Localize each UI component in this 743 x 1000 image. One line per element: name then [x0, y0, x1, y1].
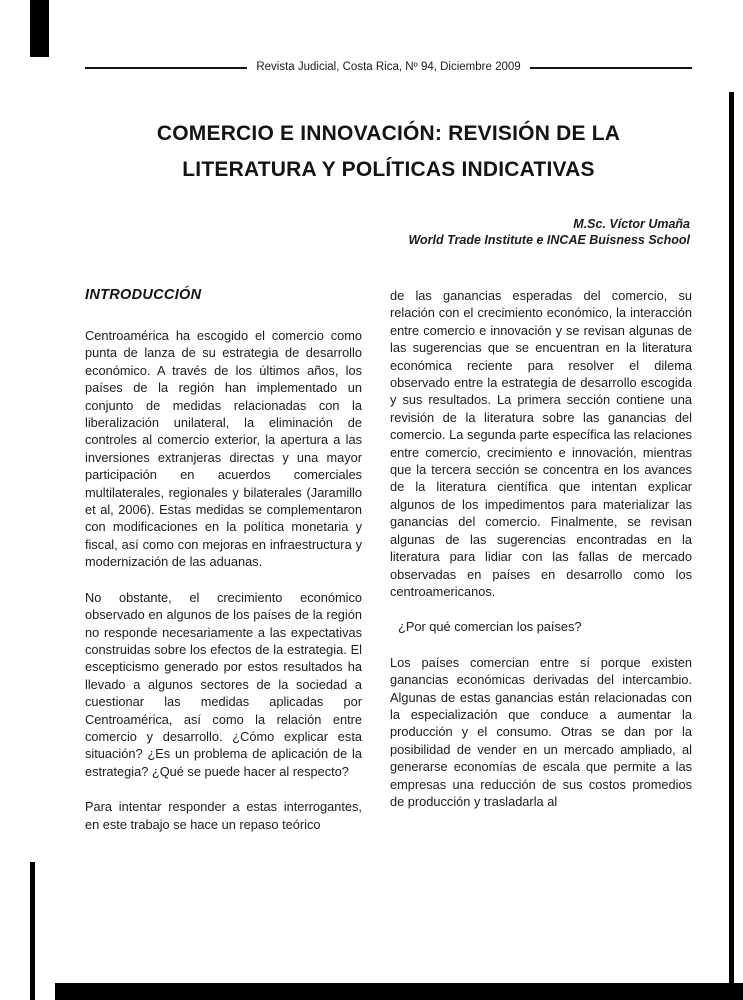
scan-artifact-left-edge	[30, 862, 35, 1000]
scan-artifact-top-left	[30, 0, 49, 57]
subsection-question: ¿Por qué comercian los países?	[398, 619, 582, 635]
author-affiliation: World Trade Institute e INCAE Buisness School	[408, 233, 690, 247]
paragraph: Los países comercian entre sí porque existen ganancias económicas derivadas del intercambio. Algunas de estas ganancias están relacionadas con la especialización que conduce a aumentar la producción y el consumo. Otras se dan por la posibilidad de vender en un mercado ampliado, al generarse economías de escala que permite a las empresas una reducción de sus costos promedios de producción y trasladarla al	[390, 654, 692, 809]
scan-artifact-right-edge	[729, 92, 734, 983]
journal-header	[85, 61, 692, 74]
article-title-line2: LITERATURA Y POLÍTICAS INDICATIVAS	[182, 158, 595, 181]
author-block	[85, 216, 690, 248]
journal-header-text: Revista Judicial, Costa Rica, Nº 94, Diciembre 2009	[256, 61, 521, 73]
article-body	[85, 287, 692, 833]
right-column	[390, 287, 692, 833]
scan-artifact-bottom-edge	[55, 983, 743, 1000]
section-heading-introduccion: INTRODUCCIÓN	[85, 287, 202, 303]
paragraph: No obstante, el crecimiento económico observado en algunos de los países de la región no responde necesariamente a las expectativas construidas sobre los efectos de la estrategia. El escepticismo generado por estos resultados ha llevado a algunos sectores de la sociedad a cuestionar las medidas aplicadas por Centroamérica, así como la relación entre comercio y desarrollo. ¿Cómo explicar esta situación? ¿Es un problema de aplicación de la estrategia? ¿Qué se puede hacer al respecto?	[85, 589, 362, 779]
article-title	[85, 116, 692, 188]
header-rule-right	[530, 67, 692, 69]
article-title-line1: COMERCIO E INNOVACIÓN: REVISIÓN DE LA	[156, 122, 621, 145]
left-column	[85, 287, 362, 833]
paragraph: de las ganancias esperadas del comercio, su relación con el crecimiento económico, la interacción entre comercio e innovación y se revisan algunas de las sugerencias que se encuentran en la literatura económica reciente para resolver el dilema observado entre la estrategia de desarrollo escogida y sus resultados. La primera sección contiene una revisión de la literatura sobre las ganancias del comercio. La segunda parte específica las relaciones entre comercio, crecimiento e innovación, mientras que la tercera sección se concentra en los avances de la literatura científica que intentan explicar algunos de los impedimentos para materializar las ganancias del comercio. Finalmente, se revisan algunas de las sugerencias encontradas en la literatura para lidiar con las fallas de mercado observadas en países en desarrollo como los centroamericanos.	[390, 288, 692, 599]
paragraph: Centroamérica ha escogido el comercio como punta de lanza de su estrategia de desarrollo económico. A través de los últimos años, los países de la región han implementado un conjunto de medidas relacionadas con la liberalización unilateral, la eliminación de controles al comercio exterior, la apertura a las inversiones extranjeras directas y una mayor participación en acuerdos comerciales multilaterales, regionales y bilaterales (Jaramillo et al, 2006). Estas medidas se complementaron con modificaciones en la política monetaria y fiscal, así como con mejoras en infraestructura y modernización de las aduanas.	[85, 328, 362, 570]
author-name: M.Sc. Víctor Umaña	[573, 217, 690, 231]
paragraph: Para intentar responder a estas interrogantes, en este trabajo se hace un repaso teórico	[85, 799, 362, 832]
header-rule-left	[85, 67, 247, 69]
